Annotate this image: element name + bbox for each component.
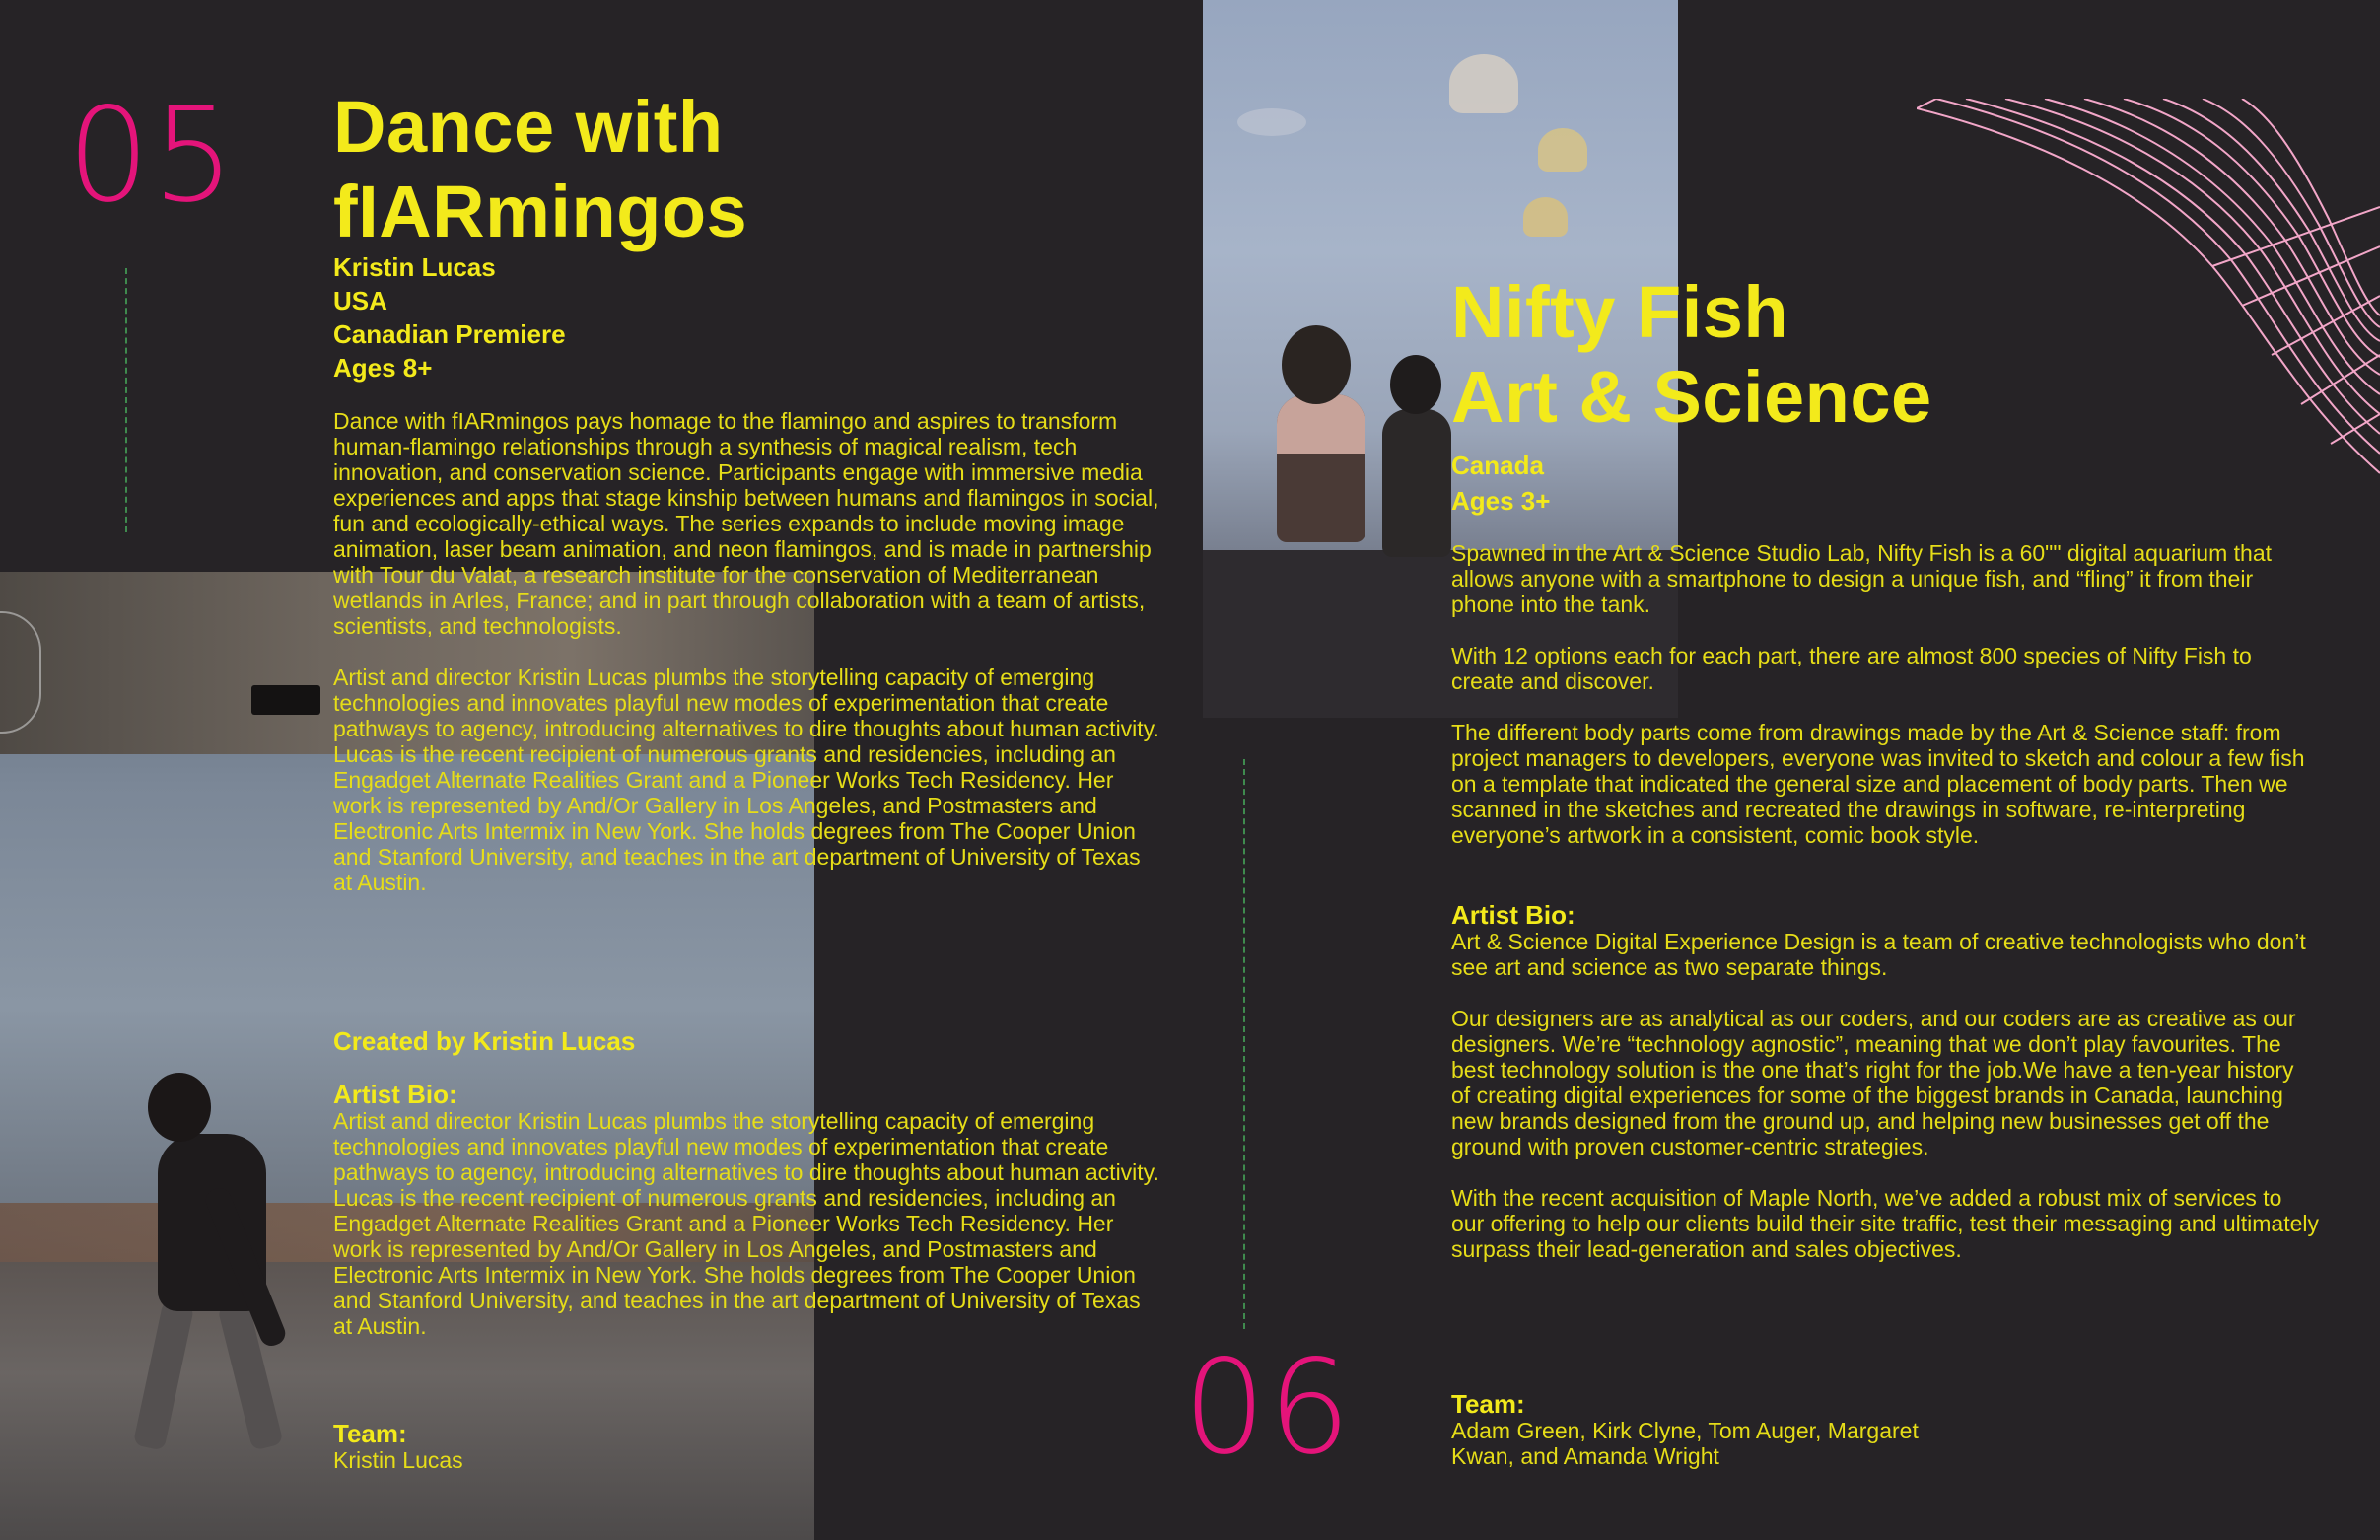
- description-paragraph: Artist and director Kristin Lucas plumbs the storytelling capacity of emerging technologies and innovates playful new modes of experimentation that create pathways to agency, introducing alternatives to dire thoughts about human activity. Lucas is the recent recipient of numerous grants and residencies, including an Engadget Alternate Realities Grant and a Pioneer Works Tech Residency. Her work is represented by And/Or Gallery in Los Angeles, and Postmasters and Electronic Arts Intermix in New York. She holds degrees from The Cooper Union and Stanford University, and teaches in the art department of University of Texas at Austin.: [333, 665, 1159, 895]
- project-title-right: [1451, 270, 1932, 440]
- pink-wireframe-graphic: [1917, 99, 2380, 513]
- title-line-1: Dance with: [333, 86, 724, 168]
- project-meta-right: [1451, 448, 1550, 519]
- description-paragraph: With 12 options each for each part, there are almost 800 species of Nifty Fish to create and discover.: [1451, 643, 2252, 694]
- project-meta-left: [333, 250, 566, 385]
- title-line-2: fIARmingos: [333, 171, 748, 252]
- age-rating: Ages 3+: [1451, 486, 1551, 516]
- dashed-guide-right: [1243, 759, 1245, 1329]
- premiere: Canadian Premiere: [333, 319, 566, 349]
- age-rating: Ages 8+: [333, 353, 433, 383]
- dashed-guide-left: [125, 268, 127, 532]
- title-line-1: Nifty Fish: [1451, 271, 1789, 353]
- bio-paragraph: Art & Science Digital Experience Design is a team of creative technologists who don’t see art and science as two separate things.: [1451, 929, 2306, 980]
- artist-bio-text-right: [1451, 929, 2319, 1288]
- section-number-05: 05: [67, 80, 237, 232]
- description-left: [333, 408, 1159, 921]
- description-paragraph: The different body parts come from drawings made by the Art & Science staff: from project managers to developers, everyone was invited to sketch and colour a few fish on a template that indicated the general size and placement of body parts. Then we scanned in the sketches and recreated the drawings in software, re-interpreting everyone’s artwork in a consistent, comic book style.: [1451, 720, 2305, 848]
- description-paragraph: Dance with fIARmingos pays homage to the flamingo and aspires to transform human-flamingo relationships through a synthesis of magical realism, tech innovation, and conservation science. Participants engage with immersive media experiences and apps that stage kinship between humans and flamingos in social, fun and ecologically-ethical ways. The series expands to include moving image animation, laser beam animation, and neon flamingos, and is made in partnership with Tour du Valat, a research institute for the conservation of Mediterranean wetlands in Arles, France; and in part through collaboration with a team of artists, scientists, and technologists.: [333, 408, 1159, 639]
- description-paragraph: Spawned in the Art & Science Studio Lab, Nifty Fish is a 60"" digital aquarium that allows anyone with a smartphone to design a unique fish, and “fling” it from their phone into the tank.: [1451, 540, 2273, 617]
- artist-bio-label-left: Artist Bio:: [333, 1080, 457, 1109]
- created-by: Created by Kristin Lucas: [333, 1026, 636, 1056]
- artist-bio-label-right: Artist Bio:: [1451, 900, 1575, 930]
- section-number-06: 06: [1183, 1332, 1353, 1484]
- artist-name: Kristin Lucas: [333, 252, 496, 282]
- country: Canada: [1451, 451, 1544, 480]
- country: USA: [333, 286, 387, 315]
- team-label-left: Team:: [333, 1419, 407, 1448]
- team-text-left: Kristin Lucas: [333, 1447, 463, 1473]
- team-text-right: Adam Green, Kirk Clyne, Tom Auger, Margaret Kwan, and Amanda Wright: [1451, 1418, 1919, 1469]
- artist-bio-text-left: Artist and director Kristin Lucas plumbs the storytelling capacity of emerging technologies and innovates playful new modes of experimentation that create pathways to agency, introducing alternatives to dire thoughts about human activity. Lucas is the recent recipient of numerous grants and residencies, including an Engadget Alternate Realities Grant and a Pioneer Works Tech Residency. Her work is represented by And/Or Gallery in Los Angeles, and Postmasters and Electronic Arts Intermix in New York. She holds degrees from The Cooper Union and Stanford University, and teaches in the art department of University of Texas at Austin.: [333, 1108, 1159, 1339]
- bio-paragraph: Our designers are as analytical as our coders, and our coders are as creative as our designers. We’re “technology agnostic”, meaning that we don’t play favourites. The best technology solution is the one that’s right for the job.We have a ten-year history of creating digital experiences for some of the biggest brands in Canada, launching new brands designed from the ground up, and helping new businesses get off the ground with proven customer-centric strategies.: [1451, 1006, 2296, 1159]
- description-right: [1451, 540, 2319, 874]
- bio-paragraph: With the recent acquisition of Maple North, we’ve added a robust mix of services to our offering to help our clients build their site traffic, test their messaging and ultimately surpass their lead-generation and sales objectives.: [1451, 1185, 2319, 1262]
- title-line-2: Art & Science: [1451, 356, 1932, 438]
- team-label-right: Team:: [1451, 1389, 1525, 1419]
- project-title-left: [333, 85, 747, 254]
